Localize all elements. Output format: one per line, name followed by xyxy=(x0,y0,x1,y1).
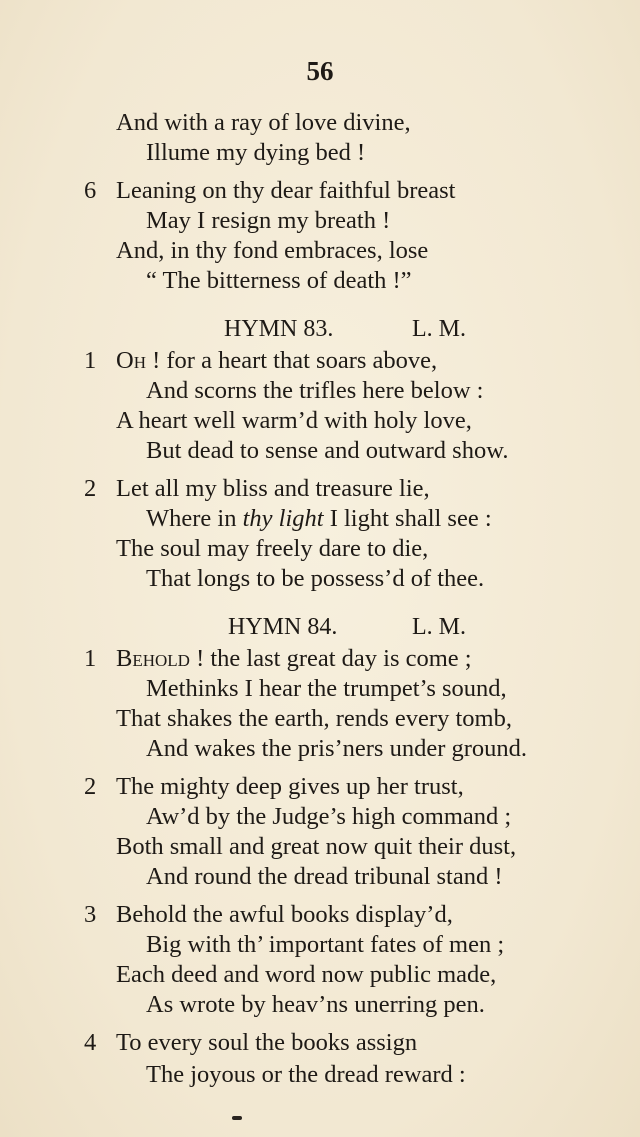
verse-line-part: I light shall see : xyxy=(323,505,492,532)
verse-line xyxy=(146,504,492,534)
verse-line: May I resign my breath ! xyxy=(146,207,391,234)
hymn-83-title: HYMN 83. xyxy=(224,316,334,342)
verse-line xyxy=(116,644,472,674)
verse-line: Each deed and word now public made, xyxy=(116,961,497,988)
verse-line: The mighty deep gives up her trust, xyxy=(116,773,464,800)
verse-line: And round the dread tribunal stand ! xyxy=(146,863,503,890)
verse-line: Aw’d by the Judge’s high command ; xyxy=(146,803,512,830)
verse-line: And scorns the trifles here below : xyxy=(146,377,484,404)
verse-line: And wakes the pris’ners under ground. xyxy=(146,735,528,762)
verse-number: 2 xyxy=(84,475,97,502)
verse-number: 1 xyxy=(84,645,97,672)
verse-line: That longs to be possess’d of thee. xyxy=(146,565,485,592)
verse-line: The soul may freely dare to die, xyxy=(116,535,429,562)
page-mark xyxy=(232,1116,242,1120)
verse-line: And, in thy fond embraces, lose xyxy=(116,237,429,264)
verse-line-rest: ! for a heart that soars above, xyxy=(145,347,438,374)
verse-line-rest: ! the last great day is come ; xyxy=(189,645,472,672)
verse-line: Behold the awful books display’d, xyxy=(116,901,453,928)
verse-line: Illume my dying bed ! xyxy=(146,139,366,166)
verse-line: Leaning on thy dear faithful breast xyxy=(116,177,456,204)
verse-number: 2 xyxy=(84,773,97,800)
page-number: 56 xyxy=(306,56,334,86)
verse-number: 3 xyxy=(84,901,97,928)
verse-line: As wrote by heav’ns unerring pen. xyxy=(146,991,485,1018)
verse-line-part: Where in xyxy=(146,505,243,532)
verse-line: The joyous or the dread reward : xyxy=(146,1061,466,1088)
verse-number: 1 xyxy=(84,347,97,374)
verse-line: “ The bitterness of death !” xyxy=(146,267,412,294)
verse-line: And with a ray of love divine, xyxy=(116,109,411,136)
verse-line: A heart well warm’d with holy love, xyxy=(116,407,472,434)
verse-line: To every soul the books assign xyxy=(116,1029,418,1056)
verse-number: 4 xyxy=(84,1029,97,1056)
verse-line xyxy=(116,346,437,376)
hymn-84-title: HYMN 84. xyxy=(228,614,338,640)
verse-number: 6 xyxy=(84,177,97,204)
verse-italic-phrase: thy light xyxy=(242,505,324,532)
verse-first-word: Behold xyxy=(116,645,190,672)
verse-line: Methinks I hear the trumpet’s sound, xyxy=(146,675,507,702)
hymn-84-meter: L. M. xyxy=(412,614,466,640)
verse-line: That shakes the earth, rends every tomb, xyxy=(116,705,512,732)
verse-line: But dead to sense and outward show. xyxy=(146,437,509,464)
verse-line: Big with th’ important fates of men ; xyxy=(146,931,505,958)
verse-line: Both small and great now quit their dust, xyxy=(116,833,517,860)
verse-line: Let all my bliss and treasure lie, xyxy=(116,475,430,502)
verse-first-word: Oh xyxy=(116,347,146,374)
hymn-83-meter: L. M. xyxy=(412,316,466,342)
